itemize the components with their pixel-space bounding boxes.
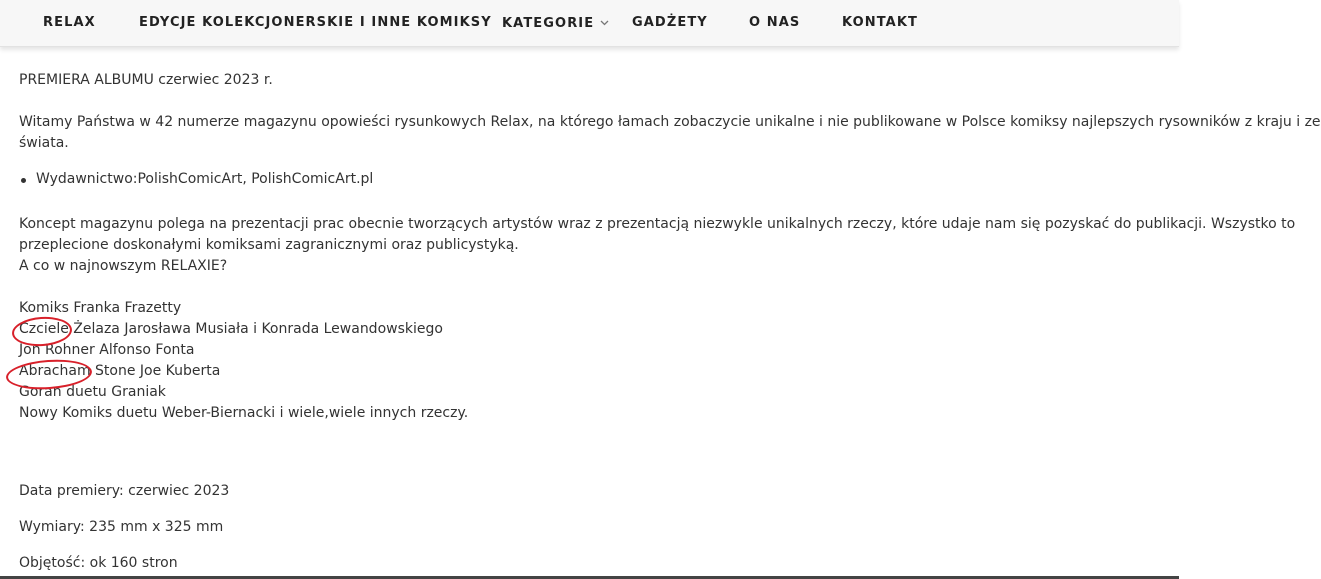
premiere-date: Data premiery: czerwiec 2023 xyxy=(19,483,230,499)
concept-text-line-1: Koncept magazynu polega na prezentacji prac obecnie tworzących artystów wraz z prezentacją niezwykle unikalnych rzeczy, które udaje nam się pozyskać do publikacji. Wszystko to xyxy=(19,216,1296,232)
concept-text-line-2: przeplecione doskonałymi komiksami zagranicznymi oraz publicystyką. xyxy=(19,237,519,253)
page-count-text: Objętość: ok 160 stron xyxy=(19,555,178,571)
publisher-list-item: Wydawnictwo:PolishComicArt, PolishComicArt.pl xyxy=(36,171,374,187)
dimensions-text: Wymiary: 235 mm x 325 mm xyxy=(19,519,224,535)
nav-item-kontakt[interactable]: KONTAKT xyxy=(842,15,918,30)
contents-list-item: Goran duetu Graniak xyxy=(19,384,166,400)
contents-list-item: Komiks Franka Frazetty xyxy=(19,300,182,316)
chevron-down-icon[interactable] xyxy=(600,15,609,30)
contents-list-item: Nowy Komiks duetu Weber-Biernacki i wiele,wiele innych rzeczy. xyxy=(19,405,469,421)
contents-list-item: Czciele Żelaza Jarosława Musiała i Konrada Lewandowskiego xyxy=(19,321,443,337)
nav-item-gadzety[interactable]: GADŻETY xyxy=(632,15,708,30)
top-navbar xyxy=(0,0,1179,47)
contents-list-item: Abracham Stone Joe Kuberta xyxy=(19,363,221,379)
nav-item-relax[interactable]: RELAX xyxy=(43,15,96,30)
nav-item-kategorie-label: KATEGORIE xyxy=(502,16,595,31)
nav-item-edycje-kolekcjonerskie[interactable]: EDYCJE KOLEKCJONERSKIE I INNE KOMIKSY xyxy=(139,15,492,30)
question-text: A co w najnowszym RELAXIE? xyxy=(19,258,228,274)
premiere-heading: PREMIERA ALBUMU czerwiec 2023 r. xyxy=(19,72,273,88)
nav-item-o-nas[interactable]: O NAS xyxy=(749,15,801,30)
nav-item-kategorie[interactable] xyxy=(502,15,609,31)
contents-list-item: Jon Rohner Alfonso Fonta xyxy=(19,342,195,358)
intro-text-line-2: świata. xyxy=(19,135,69,151)
bullet-point xyxy=(21,178,26,183)
intro-text-line-1: Witamy Państwa w 42 numerze magazynu opowieści rysunkowych Relax, na którego łamach zobaczycie unikalne i nie publikowane w Polsce komiksy najlepszych rysowników z kraju i ze xyxy=(19,114,1321,130)
